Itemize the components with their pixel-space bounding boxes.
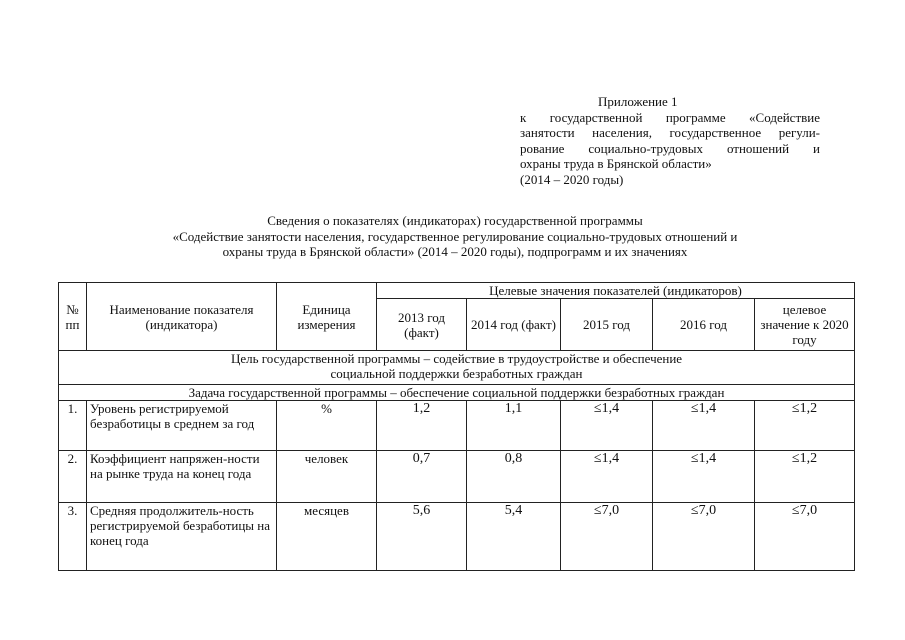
indicator-unit: человек bbox=[277, 451, 377, 503]
appendix-line: охраны труда в Брянской области» bbox=[520, 156, 712, 171]
value-2013: 1,2 bbox=[377, 401, 467, 451]
value-2020: ≤1,2 bbox=[755, 401, 855, 451]
value-2013: 0,7 bbox=[377, 451, 467, 503]
value-2016: ≤7,0 bbox=[653, 503, 755, 571]
indicator-unit: % bbox=[277, 401, 377, 451]
header-num-symbol: № bbox=[66, 301, 79, 317]
value-2015: ≤7,0 bbox=[561, 503, 653, 571]
task-row: Задача государственной программы – обеспечение социальной поддержки безработных граждан bbox=[59, 385, 855, 401]
indicator-name: Средняя продолжитель-ность регистрируемой безработицы на конец года bbox=[87, 503, 277, 571]
table-row bbox=[59, 401, 855, 451]
indicators-table bbox=[58, 282, 855, 571]
document-heading bbox=[90, 213, 820, 260]
appendix-title: Приложение 1 bbox=[598, 94, 678, 109]
value-2014: 1,1 bbox=[467, 401, 561, 451]
value-2020: ≤7,0 bbox=[755, 503, 855, 571]
value-2020: ≤1,2 bbox=[755, 451, 855, 503]
header-year-2014: 2014 год (факт) bbox=[467, 299, 561, 351]
goal-line: социальной поддержки безработных граждан bbox=[330, 366, 583, 381]
row-number: 1. bbox=[59, 401, 87, 451]
header-num-abbr: пп bbox=[65, 316, 80, 332]
indicator-name: Коэффициент напряжен-ности на рынке труда на конец года bbox=[87, 451, 277, 503]
indicator-name: Уровень регистрируемой безработицы в среднем за год bbox=[87, 401, 277, 451]
appendix-line: рование социально-трудовых отношений и bbox=[520, 140, 820, 156]
appendix-block bbox=[520, 94, 820, 187]
value-2013: 5,6 bbox=[377, 503, 467, 571]
indicator-unit: месяцев bbox=[277, 503, 377, 571]
goal-line: Цель государственной программы – содействие в трудоустройстве и обеспечение bbox=[230, 351, 683, 366]
value-2015: ≤1,4 bbox=[561, 451, 653, 503]
header-name: Наименование показателя (индикатора) bbox=[87, 283, 277, 351]
table-row bbox=[59, 451, 855, 503]
header-unit: Единица измерения bbox=[277, 283, 377, 351]
heading-line: Сведения о показателях (индикаторах) государственной программы bbox=[267, 213, 643, 228]
appendix-line: (2014 – 2020 годы) bbox=[520, 171, 624, 187]
value-2014: 0,8 bbox=[467, 451, 561, 503]
row-number: 2. bbox=[59, 451, 87, 503]
goal-row bbox=[59, 351, 855, 385]
header-targets-group: Целевые значения показателей (индикаторов) bbox=[377, 283, 855, 299]
header-year-2020: целевое значение к 2020 году bbox=[755, 299, 855, 351]
heading-line: охраны труда в Брянской области» (2014 – 2020 годы), подпрограмм и их значениях bbox=[222, 244, 688, 259]
value-2016: ≤1,4 bbox=[653, 401, 755, 451]
value-2015: ≤1,4 bbox=[561, 401, 653, 451]
value-2016: ≤1,4 bbox=[653, 451, 755, 503]
appendix-line: к государственной программе «Содействие bbox=[520, 109, 820, 125]
heading-line: «Содействие занятости населения, государственное регулирование социально-трудовых отношений и bbox=[172, 228, 738, 244]
header-year-2015: 2015 год bbox=[561, 299, 653, 351]
header-year-2016: 2016 год bbox=[653, 299, 755, 351]
header-num bbox=[59, 283, 87, 351]
row-number: 3. bbox=[59, 503, 87, 571]
table-row bbox=[59, 503, 855, 571]
value-2014: 5,4 bbox=[467, 503, 561, 571]
header-year-2013: 2013 год (факт) bbox=[377, 299, 467, 351]
appendix-line: занятости населения, государственное регули- bbox=[520, 125, 820, 140]
